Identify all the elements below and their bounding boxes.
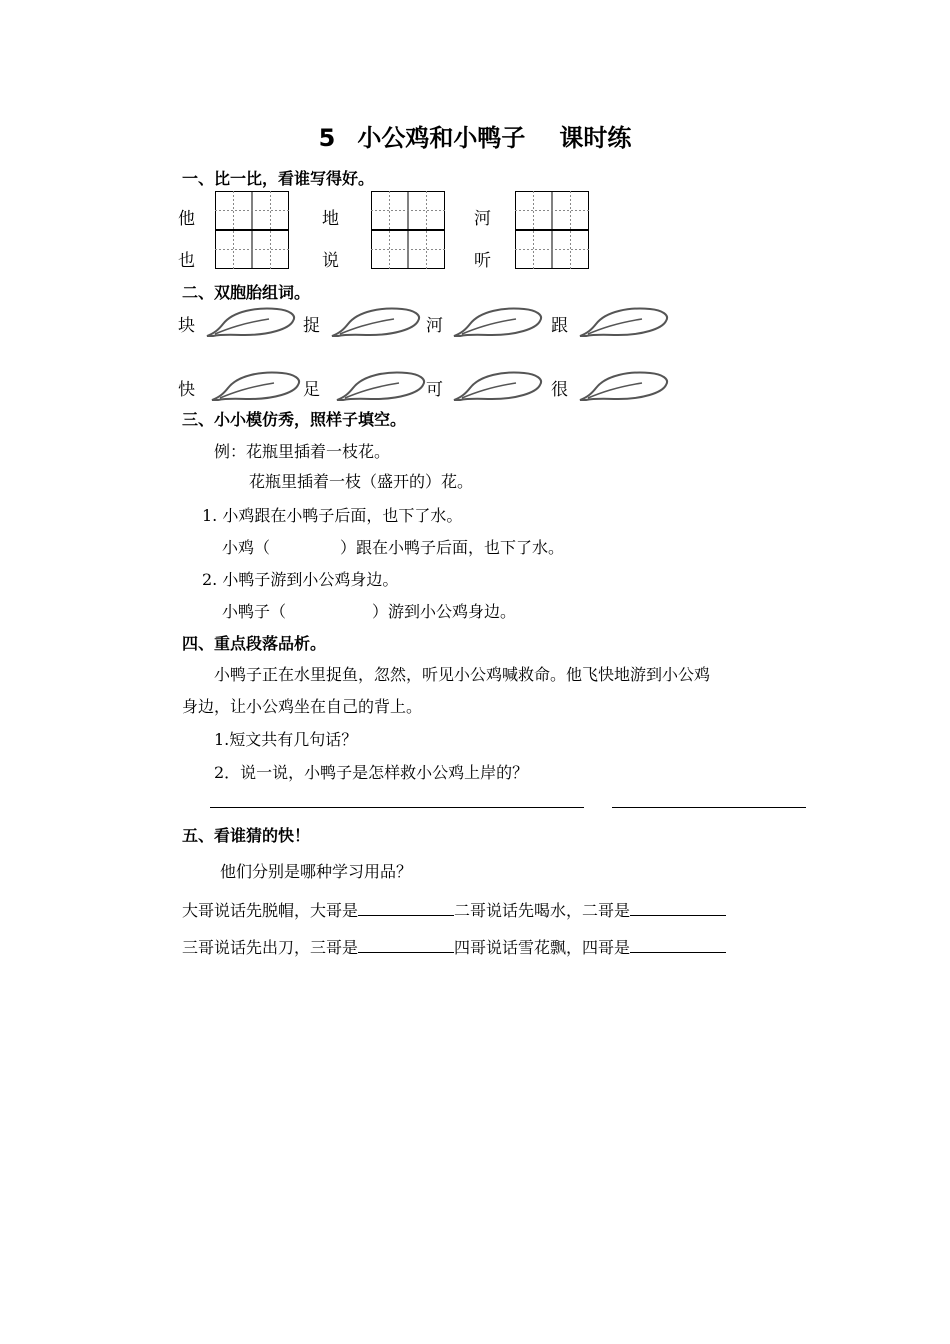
question-1: 1. 小鸡跟在小鸭子后面，也下了水。: [202, 506, 463, 525]
leaf-answer-box[interactable]: [335, 369, 427, 403]
answer-line[interactable]: [210, 807, 584, 808]
leaf-answer-box[interactable]: [330, 305, 422, 339]
compare-char: 也: [178, 251, 195, 271]
passage-line: 小鸭子正在水里捉鱼，忽然，听见小公鸡喊救命。他飞快地游到小公鸡: [214, 665, 711, 684]
leaf-answer-box[interactable]: [205, 305, 297, 339]
writing-grid[interactable]: [371, 191, 445, 269]
passage-question-2: 2．说一说，小鸭子是怎样救小公鸡上岸的？: [214, 763, 529, 782]
lesson-number: 5: [318, 124, 336, 152]
riddle-answer-blank[interactable]: [358, 899, 454, 916]
writing-grid[interactable]: [215, 191, 289, 269]
section3-heading: 三、小小模仿秀，照样子填空。: [182, 410, 407, 429]
twin-char: 可: [426, 380, 443, 400]
riddle-prompt: 他们分别是哪种学习用品？: [220, 862, 413, 881]
leaf-answer-box[interactable]: [578, 369, 670, 403]
leaf-answer-box[interactable]: [452, 369, 544, 403]
compare-char: 地: [322, 209, 339, 229]
passage-line: 身边，让小公鸡坐在自己的背上。: [182, 697, 423, 716]
section1-heading: 一、比一比，看谁写得好。: [182, 169, 375, 188]
page-title: [0, 118, 950, 153]
riddle-answer-blank[interactable]: [630, 936, 726, 953]
twin-char: 跟: [551, 316, 568, 336]
leaf-answer-box[interactable]: [578, 305, 670, 339]
twin-char: 捉: [303, 316, 320, 336]
leaf-answer-box[interactable]: [452, 305, 544, 339]
riddle-answer-blank[interactable]: [630, 899, 726, 916]
riddle-row: 大哥说话先脱帽，大哥是 二哥说话先喝水，二哥是: [182, 898, 726, 921]
leaf-answer-box[interactable]: [210, 369, 302, 403]
riddle-row: 三哥说话先出刀，三哥是 四哥说话雪花飘，四哥是: [182, 935, 726, 958]
section2-heading: 二、双胞胎组词。: [182, 283, 311, 302]
answer-line[interactable]: [612, 807, 806, 808]
writing-grid[interactable]: [515, 191, 589, 269]
compare-char: 说: [322, 251, 339, 271]
question-1-fill: 小鸡（ ）跟在小鸭子后面，也下了水。: [222, 538, 565, 557]
question-2-fill: 小鸭子（ ）游到小公鸡身边。: [222, 602, 517, 621]
section4-heading: 四、重点段落品析。: [182, 634, 327, 653]
twin-char: 足: [303, 380, 320, 400]
title-suffix: 课时练: [559, 124, 632, 152]
riddle-answer-blank[interactable]: [358, 936, 454, 953]
question-2: 2. 小鸭子游到小公鸡身边。: [202, 570, 399, 589]
twin-char: 快: [178, 380, 195, 400]
lesson-title: 小公鸡和小鸭子: [357, 124, 526, 152]
section5-heading: 五、看谁猜的快！: [182, 826, 311, 845]
compare-char: 他: [178, 209, 195, 229]
example-sentence: 例：花瓶里插着一枝花。: [214, 442, 391, 461]
twin-char: 块: [178, 316, 195, 336]
compare-char: 河: [474, 209, 491, 229]
twin-char: 河: [426, 316, 443, 336]
compare-char: 听: [474, 251, 491, 271]
twin-char: 很: [551, 380, 568, 400]
example-answer: 花瓶里插着一枝（盛开的）花。: [249, 472, 474, 491]
passage-question-1: 1.短文共有几句话？: [214, 730, 358, 749]
